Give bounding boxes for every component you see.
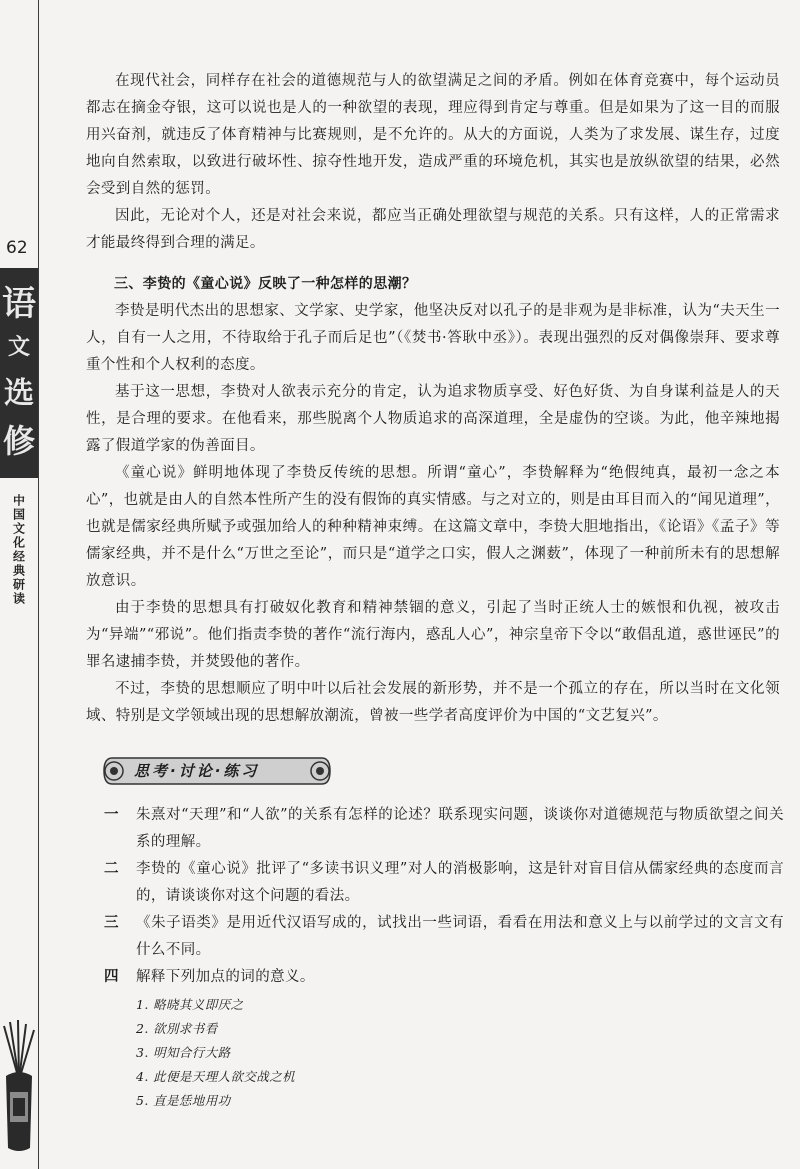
exercise-item: [104, 910, 784, 964]
vocabulary-item: 1. 略晓其义即厌之: [136, 997, 244, 1012]
vocabulary-item: 3. 明知合行大路: [136, 1045, 231, 1060]
exercise-item: [104, 802, 784, 856]
margin-rule: [38, 0, 39, 1169]
exercise-item: [104, 964, 784, 991]
exercise-text: 李贽的《童心说》批评了“多读书识义理”对人的消极影响，这是针对盲目信从儒家经典的态度而言的，请谈谈你对这个问题的看法。: [136, 861, 784, 904]
paragraph: 因此，无论对个人，还是对社会来说，都应当正确处理欲望与规范的关系。只有这样，人的正常需求才能最终得到合理的满足。: [86, 208, 780, 251]
page-number: 62: [6, 238, 28, 258]
paragraph: 不过，李贽的思想顺应了明中叶以后社会发展的新形势，并不是一个孤立的存在，所以当时在文化领域、特别是文学领域出现的思想解放潮流，曾被一些学者高度评价为中国的“文艺复兴”。: [86, 681, 780, 724]
paragraph: 基于这一思想，李贽对人欲表示充分的肯定，认为追求物质享受、好色好货、为自身谋利益是人的天性，是合理的要求。在他看来，那些脱离个人物质追求的高深道理，全是虚伪的空谈。为此，他辛辣地揭露了假道学家的伪善面目。: [86, 384, 780, 454]
paragraph: 李贽是明代杰出的思想家、文学家、史学家，他坚决反对以孔子的是非观为是非标准，认为“夫天生一人，自有一人之用，不待取给于孔子而后足也”（《焚书·答耿中丞》）。表现出强烈的反对偶像崇拜、要求尊重个性和个人权利的态度。: [86, 303, 780, 373]
paragraph: 在现代社会，同样存在社会的道德规范与人的欲望满足之间的矛盾。例如在体育竞赛中，每个运动员都志在摘金夺银，这可以说也是人的一种欲望的表现，理应得到肯定与尊重。但是如果为了这一目的而服用兴奋剂，就违反了体育精神与比赛规则，是不允许的。从大的方面说，人类为了求发展、谋生存，过度地向自然索取，以致进行破坏性、掠夺性地开发，造成严重的环境危机，其实也是放纵欲望的结果，必然会受到自然的惩罚。: [86, 73, 780, 197]
tab-char: 文: [7, 334, 30, 360]
exercise-number: 四: [104, 969, 119, 985]
vocabulary-list: [136, 993, 784, 1113]
exercise-number: 二: [104, 861, 119, 877]
exercise-list: [104, 802, 784, 1113]
tab-char: 选: [4, 376, 34, 411]
vocabulary-item: 2. 欲別求书看: [136, 1021, 218, 1036]
book-series-title: 中国文化经典研读: [11, 494, 26, 606]
exercise-item: [104, 856, 784, 910]
main-text: [86, 68, 780, 730]
exercise-text: 《朱子语类》是用近代汉语写成的，试找出一些词语，看看在用法和意义上与以前学过的文言文有什么不同。: [136, 915, 784, 958]
vocabulary-item: 5. 直是恁地用功: [136, 1093, 231, 1108]
exercise-text: 解释下列加点的词的意义。: [136, 969, 315, 985]
brush-pot-icon: [0, 1020, 38, 1160]
exercise-number: 一: [104, 807, 119, 823]
book-title-tab: [0, 268, 38, 478]
paragraph: 由于李贽的思想具有打破奴化教育和精神禁锢的意义，引起了当时正统人士的嫉恨和仇视，被攻击为“异端”“邪说”。他们指责李贽的著作“流行海内，惑乱人心”，神宗皇帝下令以“敢倡乱道，惑世诬民”的罪名逮捕李贽，并焚毁他的著作。: [86, 600, 780, 670]
tab-char: 语: [2, 284, 36, 324]
exercise-text: 朱熹对“天理”和“人欲”的关系有怎样的论述？联系现实问题，谈谈你对道德规范与物质欲望之间关系的理解。: [136, 807, 784, 850]
exercise-banner-title: 思考·讨论·练习: [134, 762, 260, 780]
vocabulary-item: 4. 此便是天理人欲交战之机: [136, 1069, 296, 1084]
paragraph: 《童心说》鲜明地体现了李贽反传统的思想。所谓“童心”，李贽解释为“绝假纯真，最初一念之本心”，也就是由人的自然本性所产生的没有假饰的真实情感。与之对立的，则是由耳目而入的“闻见道理”，也就是儒家经典所赋予或强加给人的种种精神束缚。在这篇文章中，李贽大胆地指出，《论语》《孟子》等儒家经典，并不是什么“万世之至论”，而只是“道学之口实，假人之渊薮”，体现了一种前所未有的思想解放意识。: [86, 465, 780, 589]
exercise-banner: [98, 754, 336, 788]
exercise-number: 三: [104, 915, 119, 931]
section-heading: 三、李贽的《童心说》反映了一种怎样的思潮？: [114, 276, 417, 292]
tab-char: 修: [2, 422, 35, 460]
